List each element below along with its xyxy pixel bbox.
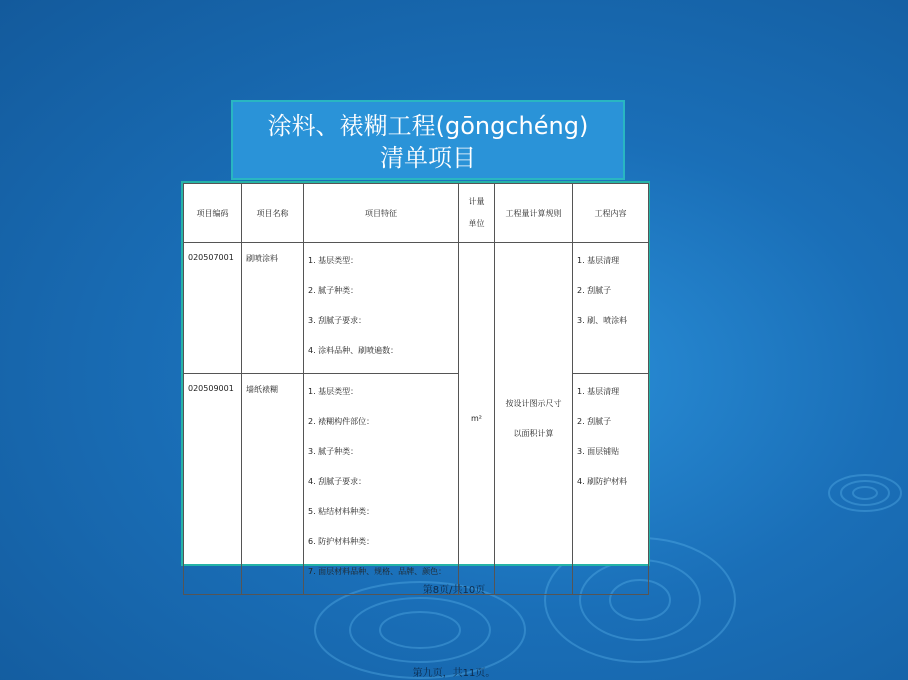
unit-value: m² bbox=[471, 414, 482, 423]
table-row bbox=[184, 243, 649, 374]
row2-content-item: 1. 基层清理 bbox=[577, 387, 620, 396]
row2-content-item: 2. 刮腻子 bbox=[577, 417, 612, 426]
row1-feature: 1. 基层类型： bbox=[308, 256, 359, 265]
header-name: 项目名称 bbox=[242, 184, 304, 243]
rule-line1: 按设计图示尺寸 bbox=[505, 398, 562, 408]
row2-feature: 4. 刮腻子要求： bbox=[308, 477, 367, 486]
row2-name: 墙纸裱糊 bbox=[242, 374, 304, 595]
header-code: 项目编码 bbox=[184, 184, 242, 243]
table-row bbox=[184, 374, 649, 595]
row1-content bbox=[573, 243, 649, 374]
shared-unit-cell bbox=[459, 243, 495, 595]
row2-feature: 1. 基层类型： bbox=[308, 387, 359, 396]
row2-feature: 6. 防护材料种类： bbox=[308, 537, 375, 546]
slide-title-box bbox=[231, 100, 625, 180]
page-number-inner: 第8页/共10页 bbox=[422, 585, 486, 596]
row1-feature: 3. 刮腻子要求： bbox=[308, 316, 367, 325]
rule-line2: 以面积计算 bbox=[513, 428, 554, 438]
row2-feature: 3. 腻子种类： bbox=[308, 447, 359, 456]
row2-feature: 5. 粘结材料种类： bbox=[308, 507, 375, 516]
row1-features bbox=[304, 243, 459, 374]
row1-feature: 4. 涂料品种、刷喷遍数： bbox=[308, 346, 399, 355]
header-unit bbox=[459, 184, 495, 243]
slide-title-line1: 涂料、裱糊工程(gōngchéng) bbox=[267, 112, 589, 140]
table-header-row bbox=[184, 184, 649, 243]
row1-feature: 2. 腻子种类： bbox=[308, 286, 359, 295]
row2-feature: 2. 裱糊构件部位： bbox=[308, 417, 375, 426]
slide-title-line2: 清单项目 bbox=[380, 144, 476, 172]
shared-rule-cell bbox=[495, 243, 573, 595]
row1-content-item: 1. 基层清理 bbox=[577, 256, 620, 265]
row1-content-item: 2. 刮腻子 bbox=[577, 286, 612, 295]
header-features: 项目特征 bbox=[304, 184, 459, 243]
row1-name: 刷喷涂料 bbox=[242, 243, 304, 374]
row1-content-item: 3. 刷、喷涂料 bbox=[577, 316, 628, 325]
row2-features bbox=[304, 374, 459, 595]
row2-content-item: 3. 面层铺贴 bbox=[577, 447, 620, 456]
header-content: 工程内容 bbox=[573, 184, 649, 243]
row2-code: 020509001 bbox=[184, 374, 242, 595]
row2-feature: 7. 面层材料品种、规格、品牌、颜色： bbox=[308, 567, 447, 576]
row1-code: 020507001 bbox=[184, 243, 242, 374]
row2-content bbox=[573, 374, 649, 595]
bill-of-quantities-table bbox=[181, 181, 650, 576]
row2-content-item: 4. 刷防护材料 bbox=[577, 477, 628, 486]
header-unit-line1: 计量 bbox=[468, 197, 485, 206]
header-rule: 工程量计算规则 bbox=[495, 184, 573, 243]
page-number-outer: 第九页，共11页。 bbox=[412, 668, 496, 679]
header-unit-line2: 单位 bbox=[468, 219, 485, 228]
